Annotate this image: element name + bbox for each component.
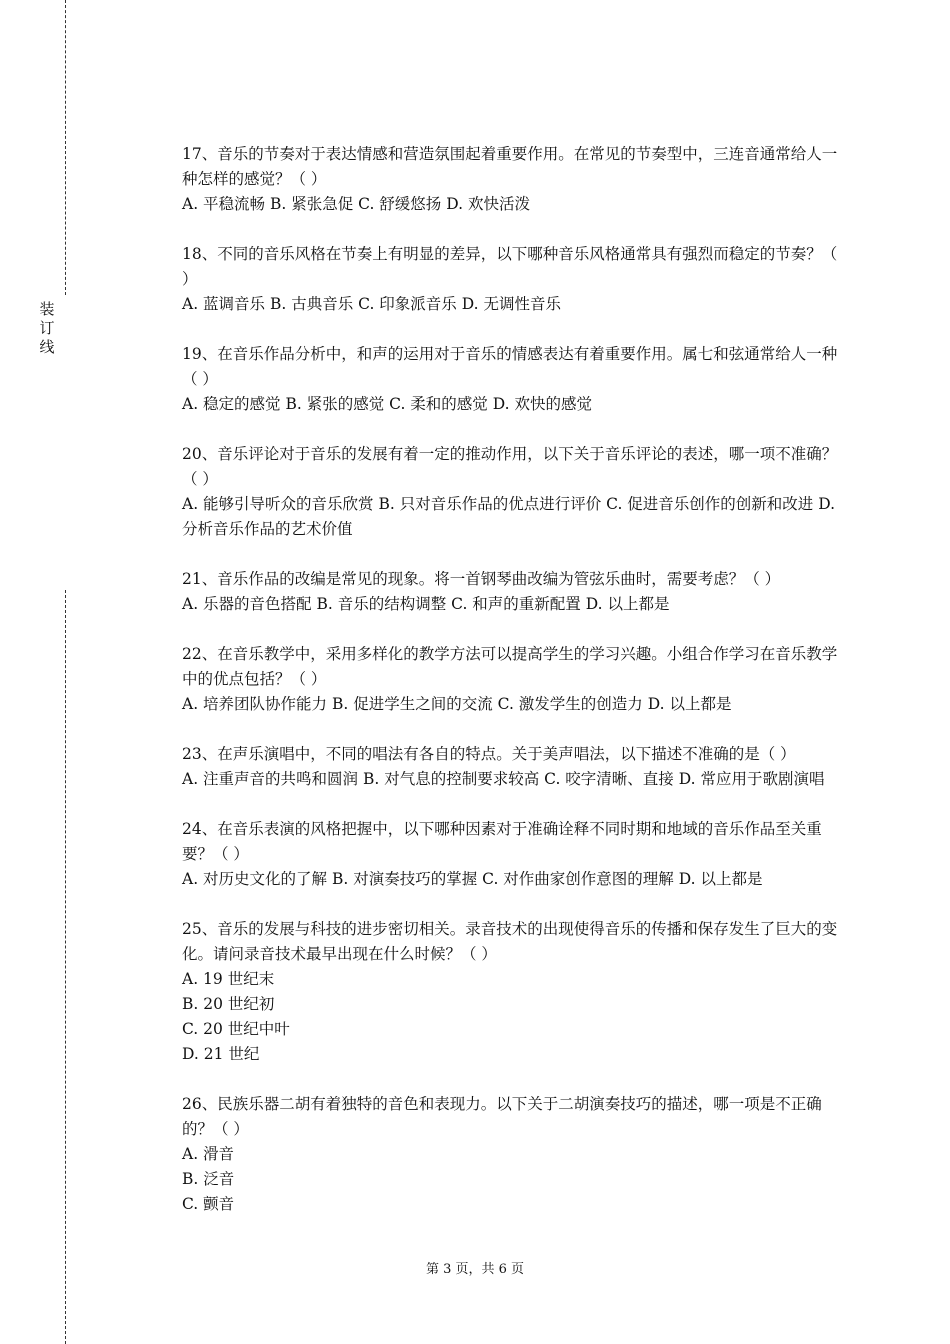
question-list bbox=[182, 142, 838, 1242]
page-footer: 第 3 页，共 6 页 bbox=[425, 1262, 525, 1277]
answer-option: A. 乐器的音色搭配 B. 音乐的结构调整 C. 和声的重新配置 D. 以上都是 bbox=[182, 595, 670, 613]
question-stem: 20、音乐评论对于音乐的发展有着一定的推动作用，以下关于音乐评论的表述，哪一项不准确？（ ） bbox=[182, 445, 838, 488]
answer-option: A. 对历史文化的了解 B. 对演奏技巧的掌握 C. 对作曲家创作意图的理解 D. 以上都是 bbox=[182, 870, 763, 888]
question-stem: 18、不同的音乐风格在节奏上有明显的差异，以下哪种音乐风格通常具有强烈而稳定的节奏？（ ） bbox=[182, 245, 838, 288]
binding-line-bottom bbox=[65, 590, 66, 1344]
question-stem: 24、在音乐表演的风格把握中，以下哪种因素对于准确诠释不同时期和地域的音乐作品至关重要？（ ） bbox=[182, 820, 822, 863]
answer-option: A. 能够引导听众的音乐欣赏 B. 只对音乐作品的优点进行评价 C. 促进音乐创作的创新和改进 D. 分析音乐作品的艺术价值 bbox=[182, 495, 836, 538]
answer-option: A. 19 世纪末 bbox=[182, 970, 275, 988]
question-block bbox=[182, 742, 838, 792]
question-block bbox=[182, 917, 838, 1067]
question-stem: 25、音乐的发展与科技的进步密切相关。录音技术的出现使得音乐的传播和保存发生了巨大的变化。请问录音技术最早出现在什么时候？（ ） bbox=[182, 920, 838, 963]
question-block bbox=[182, 142, 838, 217]
question-block bbox=[182, 817, 838, 892]
answer-option: A. 蓝调音乐 B. 古典音乐 C. 印象派音乐 D. 无调性音乐 bbox=[182, 295, 561, 313]
question-block bbox=[182, 1092, 838, 1217]
answer-option: C. 颤音 bbox=[182, 1195, 235, 1213]
question-block bbox=[182, 342, 838, 417]
binding-line-top bbox=[65, 0, 66, 295]
question-block bbox=[182, 242, 838, 317]
question-stem: 17、音乐的节奏对于表达情感和营造氛围起着重要作用。在常见的节奏型中，三连音通常给人一种怎样的感觉？（ ） bbox=[182, 145, 838, 188]
question-block bbox=[182, 567, 838, 617]
question-stem: 19、在音乐作品分析中，和声的运用对于音乐的情感表达有着重要作用。属七和弦通常给人一种（ ） bbox=[182, 345, 838, 388]
answer-option: A. 平稳流畅 B. 紧张急促 C. 舒缓悠扬 D. 欢快活泼 bbox=[182, 195, 530, 213]
answer-option: A. 滑音 bbox=[182, 1145, 235, 1163]
answer-option: B. 20 世纪初 bbox=[182, 995, 275, 1013]
question-stem: 26、民族乐器二胡有着独特的音色和表现力。以下关于二胡演奏技巧的描述，哪一项是不正确的？（ ） bbox=[182, 1095, 822, 1138]
question-stem: 21、音乐作品的改编是常见的现象。将一首钢琴曲改编为管弦乐曲时，需要考虑？（ ） bbox=[182, 570, 781, 588]
binding-label: 装订线 bbox=[39, 300, 55, 356]
answer-option: A. 培养团队协作能力 B. 促进学生之间的交流 C. 激发学生的创造力 D. 以上都是 bbox=[182, 695, 732, 713]
answer-option: A. 稳定的感觉 B. 紧张的感觉 C. 柔和的感觉 D. 欢快的感觉 bbox=[182, 395, 592, 413]
question-stem: 22、在音乐教学中，采用多样化的教学方法可以提高学生的学习兴趣。小组合作学习在音乐教学中的优点包括？（ ） bbox=[182, 645, 838, 688]
answer-option: B. 泛音 bbox=[182, 1170, 235, 1188]
answer-option: D. 21 世纪 bbox=[182, 1045, 260, 1063]
question-stem: 23、在声乐演唱中，不同的唱法有各自的特点。关于美声唱法，以下描述不准确的是（ ） bbox=[182, 745, 796, 763]
question-block bbox=[182, 642, 838, 717]
question-block bbox=[182, 442, 838, 542]
answer-option: A. 注重声音的共鸣和圆润 B. 对气息的控制要求较高 C. 咬字清晰、直接 D. 常应用于歌剧演唱 bbox=[182, 770, 825, 788]
answer-option: C. 20 世纪中叶 bbox=[182, 1020, 290, 1038]
